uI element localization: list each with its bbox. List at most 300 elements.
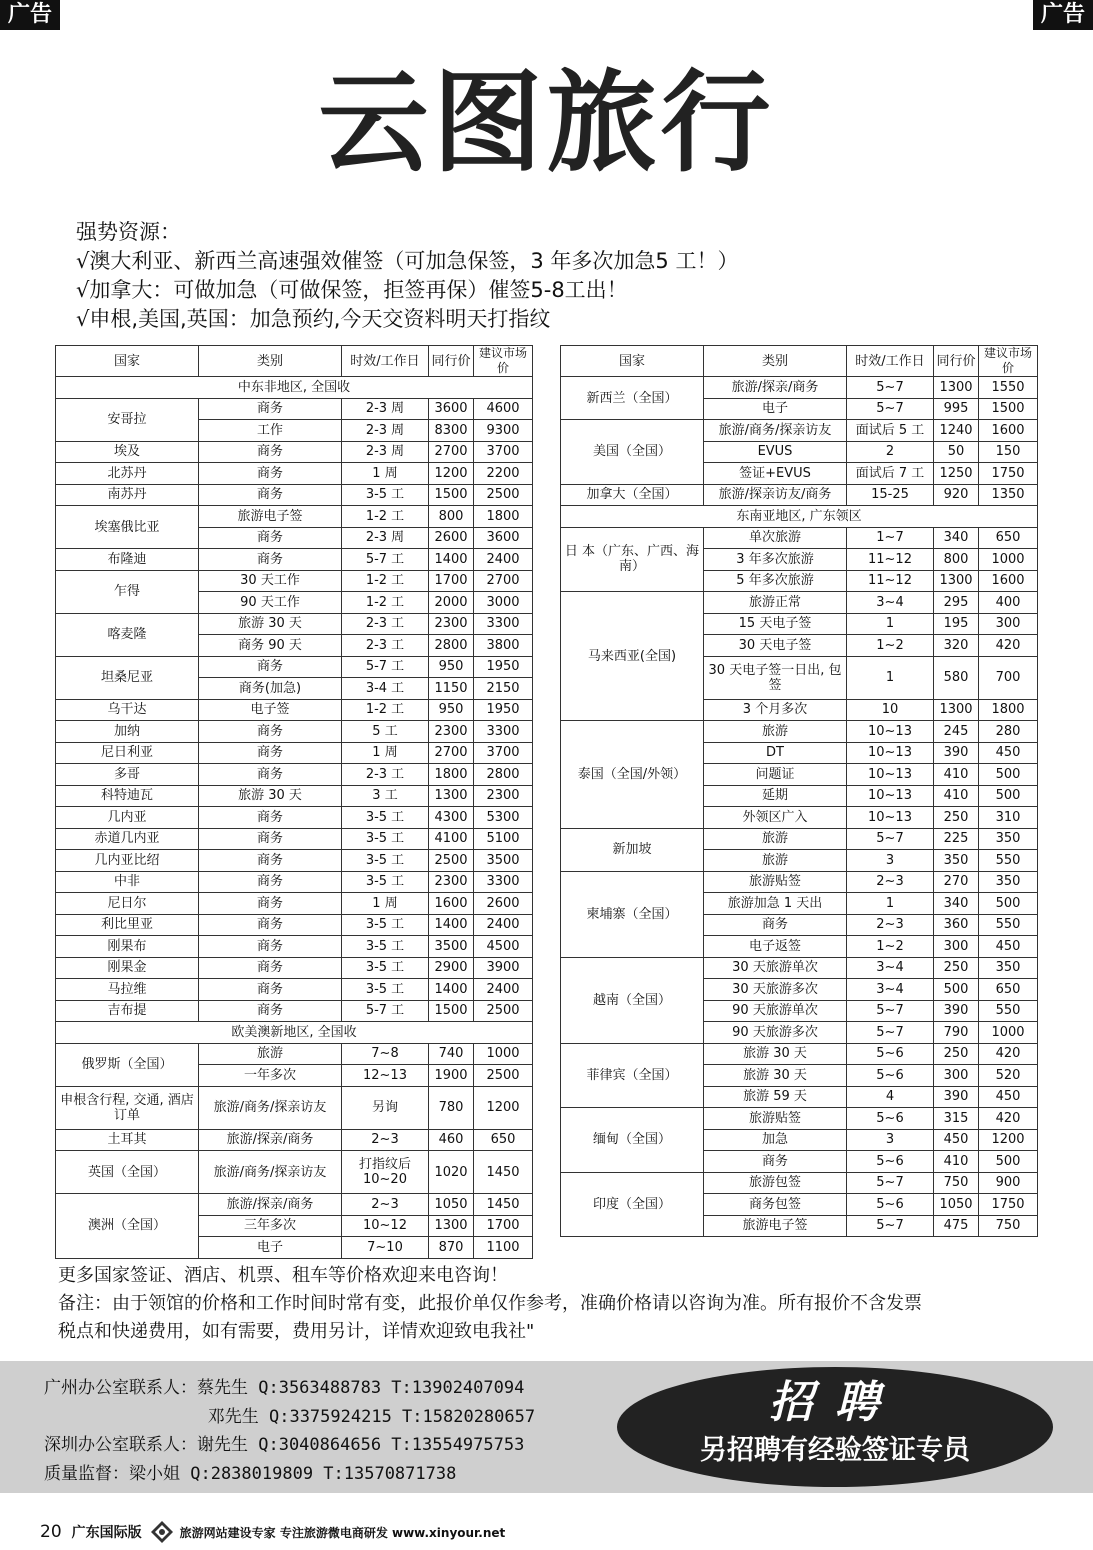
category-cell: 90 天工作 <box>199 592 342 614</box>
category-cell: 问题证 <box>704 764 847 786</box>
duration-cell: 打指纹后 10~20 <box>342 1151 429 1194</box>
duration-cell: 12~13 <box>342 1065 429 1087</box>
table-row <box>56 699 533 721</box>
trade-price-cell: 1800 <box>429 764 474 786</box>
market-price-cell: 1750 <box>979 463 1038 485</box>
market-price-cell: 2700 <box>474 570 533 592</box>
market-price-cell: 3000 <box>474 592 533 614</box>
category-cell: 旅游 <box>199 1043 342 1065</box>
visa-table-left-body <box>56 346 533 1259</box>
country-cell: 赤道几内亚 <box>56 828 199 850</box>
duration-cell: 5~7 <box>847 377 934 399</box>
table-row <box>561 828 1038 850</box>
duration-cell: 5~6 <box>847 1043 934 1065</box>
category-cell: 商务 <box>199 398 342 420</box>
category-cell: 旅游 30 天 <box>199 613 342 635</box>
category-cell: 电子 <box>199 1237 342 1259</box>
trade-price-cell: 1020 <box>429 1151 474 1194</box>
table-row <box>56 1151 533 1194</box>
trade-price-cell: 1300 <box>934 377 979 399</box>
duration-cell: 11~12 <box>847 570 934 592</box>
country-cell: 柬埔寨（全国） <box>561 871 704 957</box>
category-cell: 30 天旅游单次 <box>704 957 847 979</box>
category-cell: 一年多次 <box>199 1065 342 1087</box>
trade-price-cell: 350 <box>934 850 979 872</box>
category-cell: 旅游/探亲/商务 <box>199 1194 342 1216</box>
category-cell: 30 天工作 <box>199 570 342 592</box>
table-row <box>56 893 533 915</box>
category-cell: 商务 <box>199 871 342 893</box>
country-cell: 埃塞俄比亚 <box>56 506 199 549</box>
category-cell: 商务 <box>199 549 342 571</box>
market-price-cell: 4600 <box>474 398 533 420</box>
ad-tag-left: 广告 <box>0 0 60 30</box>
country-cell: 新加坡 <box>561 828 704 871</box>
category-cell: 工作 <box>199 420 342 442</box>
duration-cell: 10 <box>847 699 934 721</box>
table-row <box>561 871 1038 893</box>
column-header: 时效/工作日 <box>342 346 429 377</box>
trade-price-cell: 2800 <box>429 635 474 657</box>
trade-price-cell: 410 <box>934 1151 979 1173</box>
table-row <box>56 656 533 678</box>
country-cell: 马来西亚(全国) <box>561 592 704 721</box>
duration-cell: 2-3 工 <box>342 635 429 657</box>
category-cell: 商务 <box>199 1000 342 1022</box>
category-cell: EVUS <box>704 441 847 463</box>
duration-cell: 2~3 <box>847 914 934 936</box>
table-row <box>561 1108 1038 1130</box>
category-cell: 商务 <box>199 979 342 1001</box>
duration-cell: 1-2 工 <box>342 506 429 528</box>
table-row <box>56 871 533 893</box>
category-cell: 三年多次 <box>199 1215 342 1237</box>
duration-cell: 1~2 <box>847 936 934 958</box>
trade-price-cell: 1300 <box>429 785 474 807</box>
category-cell: 旅游 30 天 <box>704 1065 847 1087</box>
market-price-cell: 1450 <box>474 1194 533 1216</box>
country-cell: 尼日尔 <box>56 893 199 915</box>
market-price-cell: 420 <box>979 1043 1038 1065</box>
trade-price-cell: 300 <box>934 936 979 958</box>
country-cell: 埃及 <box>56 441 199 463</box>
market-price-cell: 350 <box>979 871 1038 893</box>
column-header: 时效/工作日 <box>847 346 934 377</box>
intro-line-3: √申根,美国,英国：加急预约,今天交资料明天打指纹 <box>76 307 551 331</box>
duration-cell: 11~12 <box>847 549 934 571</box>
market-price-cell: 1100 <box>474 1237 533 1259</box>
duration-cell: 2 <box>847 441 934 463</box>
table-header-row <box>561 346 1038 377</box>
category-cell: 30 天旅游多次 <box>704 979 847 1001</box>
trade-price-cell: 3500 <box>429 936 474 958</box>
category-cell: 商务 <box>199 914 342 936</box>
visa-table-right-body <box>561 346 1038 1237</box>
country-cell: 刚果布 <box>56 936 199 958</box>
trade-price-cell: 580 <box>934 656 979 699</box>
category-cell: 商务 <box>199 764 342 786</box>
category-cell: 旅游正常 <box>704 592 847 614</box>
market-price-cell: 500 <box>979 764 1038 786</box>
category-cell: 旅游/商务/探亲访友 <box>704 420 847 442</box>
duration-cell: 10~13 <box>847 785 934 807</box>
market-price-cell: 3800 <box>474 635 533 657</box>
category-cell: 签证+EVUS <box>704 463 847 485</box>
trade-price-cell: 450 <box>934 1129 979 1151</box>
contact-line-guangzhou-1: 广州办公室联系人：蔡先生 Q:3563488783 T:13902407094 <box>44 1378 525 1398</box>
table-row <box>56 979 533 1001</box>
duration-cell: 2~3 <box>342 1194 429 1216</box>
country-cell: 日 本（广东、广西、海南） <box>561 527 704 592</box>
duration-cell: 3-5 工 <box>342 807 429 829</box>
region-label: 中东非地区, 全国收 <box>56 377 533 399</box>
trade-price-cell: 3600 <box>429 398 474 420</box>
category-cell: 15 天电子签 <box>704 613 847 635</box>
category-cell: 旅游包签 <box>704 1172 847 1194</box>
category-cell: 旅游电子签 <box>704 1215 847 1237</box>
region-label: 东南亚地区, 广东领区 <box>561 506 1038 528</box>
market-price-cell: 1200 <box>474 1086 533 1129</box>
trade-price-cell: 995 <box>934 398 979 420</box>
notes-line-2: 备注：由于领馆的价格和工作时间时常有变，此报价单仅作参考，准确价格请以咨询为准。所有报价不含发票 <box>58 1293 922 1314</box>
market-price-cell: 1500 <box>979 398 1038 420</box>
country-cell: 刚果金 <box>56 957 199 979</box>
category-cell: 商务包签 <box>704 1194 847 1216</box>
intro-block <box>76 218 1036 334</box>
table-row <box>56 484 533 506</box>
trade-price-cell: 1300 <box>934 570 979 592</box>
category-cell: 商务 <box>199 742 342 764</box>
country-cell: 几内亚比绍 <box>56 850 199 872</box>
duration-cell: 2-3 周 <box>342 420 429 442</box>
market-price-cell: 650 <box>979 979 1038 1001</box>
page-title: 云图旅行 <box>318 59 775 187</box>
trade-price-cell: 270 <box>934 871 979 893</box>
contact-line-quality: 质量监督：梁小姐 Q:2838019809 T:13570871738 <box>44 1463 457 1484</box>
market-price-cell: 1000 <box>979 1022 1038 1044</box>
country-cell: 泰国（全国/外领） <box>561 721 704 829</box>
market-price-cell: 500 <box>979 893 1038 915</box>
country-cell: 英国（全国） <box>56 1151 199 1194</box>
market-price-cell: 450 <box>979 936 1038 958</box>
country-cell: 几内亚 <box>56 807 199 829</box>
trade-price-cell: 870 <box>429 1237 474 1259</box>
duration-cell: 3-5 工 <box>342 850 429 872</box>
table-row <box>56 742 533 764</box>
category-cell: 商务 <box>199 463 342 485</box>
category-cell: 商务 <box>199 656 342 678</box>
duration-cell: 10~13 <box>847 764 934 786</box>
country-cell: 中非 <box>56 871 199 893</box>
market-price-cell: 1000 <box>979 549 1038 571</box>
market-price-cell: 300 <box>979 613 1038 635</box>
country-cell: 安哥拉 <box>56 398 199 441</box>
duration-cell: 5~7 <box>847 1215 934 1237</box>
market-price-cell: 420 <box>979 1108 1038 1130</box>
duration-cell: 5~7 <box>847 1022 934 1044</box>
duration-cell: 2-3 周 <box>342 398 429 420</box>
duration-cell: 1 周 <box>342 742 429 764</box>
market-price-cell: 550 <box>979 914 1038 936</box>
country-cell: 印度（全国） <box>561 1172 704 1237</box>
trade-price-cell: 2300 <box>429 721 474 743</box>
trade-price-cell: 950 <box>429 656 474 678</box>
category-cell: 商务 <box>199 484 342 506</box>
market-price-cell: 5300 <box>474 807 533 829</box>
market-price-cell: 500 <box>979 785 1038 807</box>
trade-price-cell: 750 <box>934 1172 979 1194</box>
country-cell: 加拿大（全国） <box>561 484 704 506</box>
category-cell: 商务(加急) <box>199 678 342 700</box>
category-cell: 商务 <box>199 527 342 549</box>
category-cell: 旅游电子签 <box>199 506 342 528</box>
category-cell: 30 天电子签 <box>704 635 847 657</box>
category-cell: 商务 <box>199 850 342 872</box>
trade-price-cell: 1500 <box>429 1000 474 1022</box>
trade-price-cell: 2300 <box>429 613 474 635</box>
market-price-cell: 2600 <box>474 893 533 915</box>
category-cell: 旅游 59 天 <box>704 1086 847 1108</box>
duration-cell: 5~7 <box>847 398 934 420</box>
table-row <box>56 549 533 571</box>
category-cell: 商务 <box>199 721 342 743</box>
market-price-cell: 3500 <box>474 850 533 872</box>
market-price-cell: 5100 <box>474 828 533 850</box>
category-cell: 旅游贴签 <box>704 1108 847 1130</box>
trade-price-cell: 1600 <box>429 893 474 915</box>
column-header: 国家 <box>56 346 199 377</box>
category-cell: 旅游/探亲访友/商务 <box>704 484 847 506</box>
duration-cell: 1~7 <box>847 527 934 549</box>
category-cell: 旅游 <box>704 721 847 743</box>
category-cell: 外领区广入 <box>704 807 847 829</box>
country-cell: 吉布提 <box>56 1000 199 1022</box>
table-row <box>56 850 533 872</box>
category-cell: 90 天旅游多次 <box>704 1022 847 1044</box>
duration-cell: 1-2 工 <box>342 570 429 592</box>
country-cell: 土耳其 <box>56 1129 199 1151</box>
duration-cell: 1 周 <box>342 893 429 915</box>
duration-cell: 1~2 <box>847 635 934 657</box>
market-price-cell: 3900 <box>474 957 533 979</box>
table-row <box>56 957 533 979</box>
table-row <box>561 420 1038 442</box>
table-row <box>56 570 533 592</box>
trade-price-cell: 4300 <box>429 807 474 829</box>
category-cell: 旅游贴签 <box>704 871 847 893</box>
market-price-cell: 450 <box>979 742 1038 764</box>
trade-price-cell: 1050 <box>429 1194 474 1216</box>
category-cell: 30 天电子签一日出, 包签 <box>704 656 847 699</box>
trade-price-cell: 315 <box>934 1108 979 1130</box>
table-row <box>56 721 533 743</box>
market-price-cell: 9300 <box>474 420 533 442</box>
trade-price-cell: 390 <box>934 1086 979 1108</box>
category-cell: 5 年多次旅游 <box>704 570 847 592</box>
trade-price-cell: 2700 <box>429 441 474 463</box>
duration-cell: 5 工 <box>342 721 429 743</box>
category-cell: 商务 <box>199 893 342 915</box>
trade-price-cell: 50 <box>934 441 979 463</box>
trade-price-cell: 1500 <box>429 484 474 506</box>
intro-line-2: √加拿大：可做加急（可做保签，拒签再保）催签5-8工出！ <box>76 278 628 302</box>
category-cell: 电子签 <box>199 699 342 721</box>
duration-cell: 5-7 工 <box>342 656 429 678</box>
duration-cell: 10~12 <box>342 1215 429 1237</box>
market-price-cell: 1450 <box>474 1151 533 1194</box>
duration-cell: 3-5 工 <box>342 936 429 958</box>
trade-price-cell: 300 <box>934 1065 979 1087</box>
category-cell: 延期 <box>704 785 847 807</box>
country-cell: 申根含行程, 交通, 酒店订单 <box>56 1086 199 1129</box>
duration-cell: 1 <box>847 613 934 635</box>
column-header: 国家 <box>561 346 704 377</box>
duration-cell: 3~4 <box>847 957 934 979</box>
market-price-cell: 1950 <box>474 699 533 721</box>
duration-cell: 1-2 工 <box>342 699 429 721</box>
trade-price-cell: 390 <box>934 742 979 764</box>
category-cell: 加急 <box>704 1129 847 1151</box>
market-price-cell: 150 <box>979 441 1038 463</box>
duration-cell: 2-3 周 <box>342 527 429 549</box>
category-cell: 90 天旅游单次 <box>704 1000 847 1022</box>
country-cell: 多哥 <box>56 764 199 786</box>
market-price-cell: 2500 <box>474 1065 533 1087</box>
market-price-cell: 2400 <box>474 914 533 936</box>
duration-cell: 7~8 <box>342 1043 429 1065</box>
trade-price-cell: 410 <box>934 764 979 786</box>
trade-price-cell: 1300 <box>934 699 979 721</box>
page-number: 20 <box>40 1522 62 1542</box>
duration-cell: 5~6 <box>847 1065 934 1087</box>
duration-cell: 3-5 工 <box>342 828 429 850</box>
country-cell: 新西兰（全国） <box>561 377 704 420</box>
publisher-logo-icon <box>150 1520 174 1544</box>
country-cell: 越南（全国） <box>561 957 704 1043</box>
duration-cell: 3 工 <box>342 785 429 807</box>
trade-price-cell: 1150 <box>429 678 474 700</box>
trade-price-cell: 245 <box>934 721 979 743</box>
market-price-cell: 3600 <box>474 527 533 549</box>
category-cell: 商务 90 天 <box>199 635 342 657</box>
duration-cell: 5-7 工 <box>342 549 429 571</box>
market-price-cell: 3700 <box>474 742 533 764</box>
duration-cell: 2-3 工 <box>342 613 429 635</box>
market-price-cell: 350 <box>979 828 1038 850</box>
duration-cell: 1 <box>847 893 934 915</box>
trade-price-cell: 250 <box>934 957 979 979</box>
table-row <box>561 592 1038 614</box>
market-price-cell: 650 <box>474 1129 533 1151</box>
market-price-cell: 1750 <box>979 1194 1038 1216</box>
category-cell: 旅游/探亲/商务 <box>704 377 847 399</box>
country-cell: 加纳 <box>56 721 199 743</box>
duration-cell: 5~6 <box>847 1194 934 1216</box>
table-row <box>56 613 533 635</box>
column-header: 类别 <box>199 346 342 377</box>
trade-price-cell: 2900 <box>429 957 474 979</box>
trade-price-cell: 8300 <box>429 420 474 442</box>
category-cell: 3 个月多次 <box>704 699 847 721</box>
notes-block <box>58 1262 1048 1346</box>
category-cell: 商务 <box>704 1151 847 1173</box>
trade-price-cell: 460 <box>429 1129 474 1151</box>
trade-price-cell: 2600 <box>429 527 474 549</box>
market-price-cell: 2200 <box>474 463 533 485</box>
table-row <box>561 957 1038 979</box>
trade-price-cell: 1400 <box>429 914 474 936</box>
country-cell: 马拉维 <box>56 979 199 1001</box>
market-price-cell: 450 <box>979 1086 1038 1108</box>
visa-table-right <box>560 345 1038 1237</box>
market-price-cell: 1800 <box>979 699 1038 721</box>
category-cell: 商务 <box>199 807 342 829</box>
country-cell: 乍得 <box>56 570 199 613</box>
duration-cell: 另询 <box>342 1086 429 1129</box>
category-cell: 商务 <box>199 441 342 463</box>
trade-price-cell: 950 <box>429 699 474 721</box>
duration-cell: 3-5 工 <box>342 979 429 1001</box>
trade-price-cell: 1050 <box>934 1194 979 1216</box>
market-price-cell: 1350 <box>979 484 1038 506</box>
duration-cell: 2~3 <box>342 1129 429 1151</box>
market-price-cell: 280 <box>979 721 1038 743</box>
table-row <box>56 764 533 786</box>
country-cell: 坦桑尼亚 <box>56 656 199 699</box>
market-price-cell: 2400 <box>474 549 533 571</box>
trade-price-cell: 1300 <box>429 1215 474 1237</box>
market-price-cell: 3300 <box>474 871 533 893</box>
duration-cell: 2~3 <box>847 871 934 893</box>
market-price-cell: 750 <box>979 1215 1038 1237</box>
trade-price-cell: 1400 <box>429 979 474 1001</box>
market-price-cell: 3700 <box>474 441 533 463</box>
table-row <box>56 1086 533 1129</box>
trade-price-cell: 740 <box>429 1043 474 1065</box>
recruit-title: 招聘 <box>769 1377 901 1428</box>
table-row <box>56 1043 533 1065</box>
category-cell: 旅游 30 天 <box>199 785 342 807</box>
table-row <box>561 484 1038 506</box>
market-price-cell: 700 <box>979 656 1038 699</box>
market-price-cell: 3300 <box>474 721 533 743</box>
market-price-cell: 2500 <box>474 484 533 506</box>
duration-cell: 3-5 工 <box>342 914 429 936</box>
market-price-cell: 1550 <box>979 377 1038 399</box>
trade-price-cell: 340 <box>934 527 979 549</box>
trade-price-cell: 920 <box>934 484 979 506</box>
market-price-cell: 500 <box>979 1151 1038 1173</box>
duration-cell: 4 <box>847 1086 934 1108</box>
market-price-cell: 350 <box>979 957 1038 979</box>
market-price-cell: 400 <box>979 592 1038 614</box>
category-cell: 商务 <box>704 914 847 936</box>
duration-cell: 1 <box>847 656 934 699</box>
contact-line-guangzhou-2: 邓先生 Q:3375924215 T:15820280657 <box>44 1406 536 1427</box>
market-price-cell: 1700 <box>474 1215 533 1237</box>
market-price-cell: 1600 <box>979 420 1038 442</box>
country-cell: 澳洲（全国） <box>56 1194 199 1259</box>
country-cell: 北苏丹 <box>56 463 199 485</box>
category-cell: 旅游/商务/探亲访友 <box>199 1086 342 1129</box>
trade-price-cell: 790 <box>934 1022 979 1044</box>
category-cell: 旅游/商务/探亲访友 <box>199 1151 342 1194</box>
duration-cell: 1-2 工 <box>342 592 429 614</box>
category-cell: 电子 <box>704 398 847 420</box>
trade-price-cell: 2000 <box>429 592 474 614</box>
country-cell: 布隆迪 <box>56 549 199 571</box>
table-row <box>56 1129 533 1151</box>
